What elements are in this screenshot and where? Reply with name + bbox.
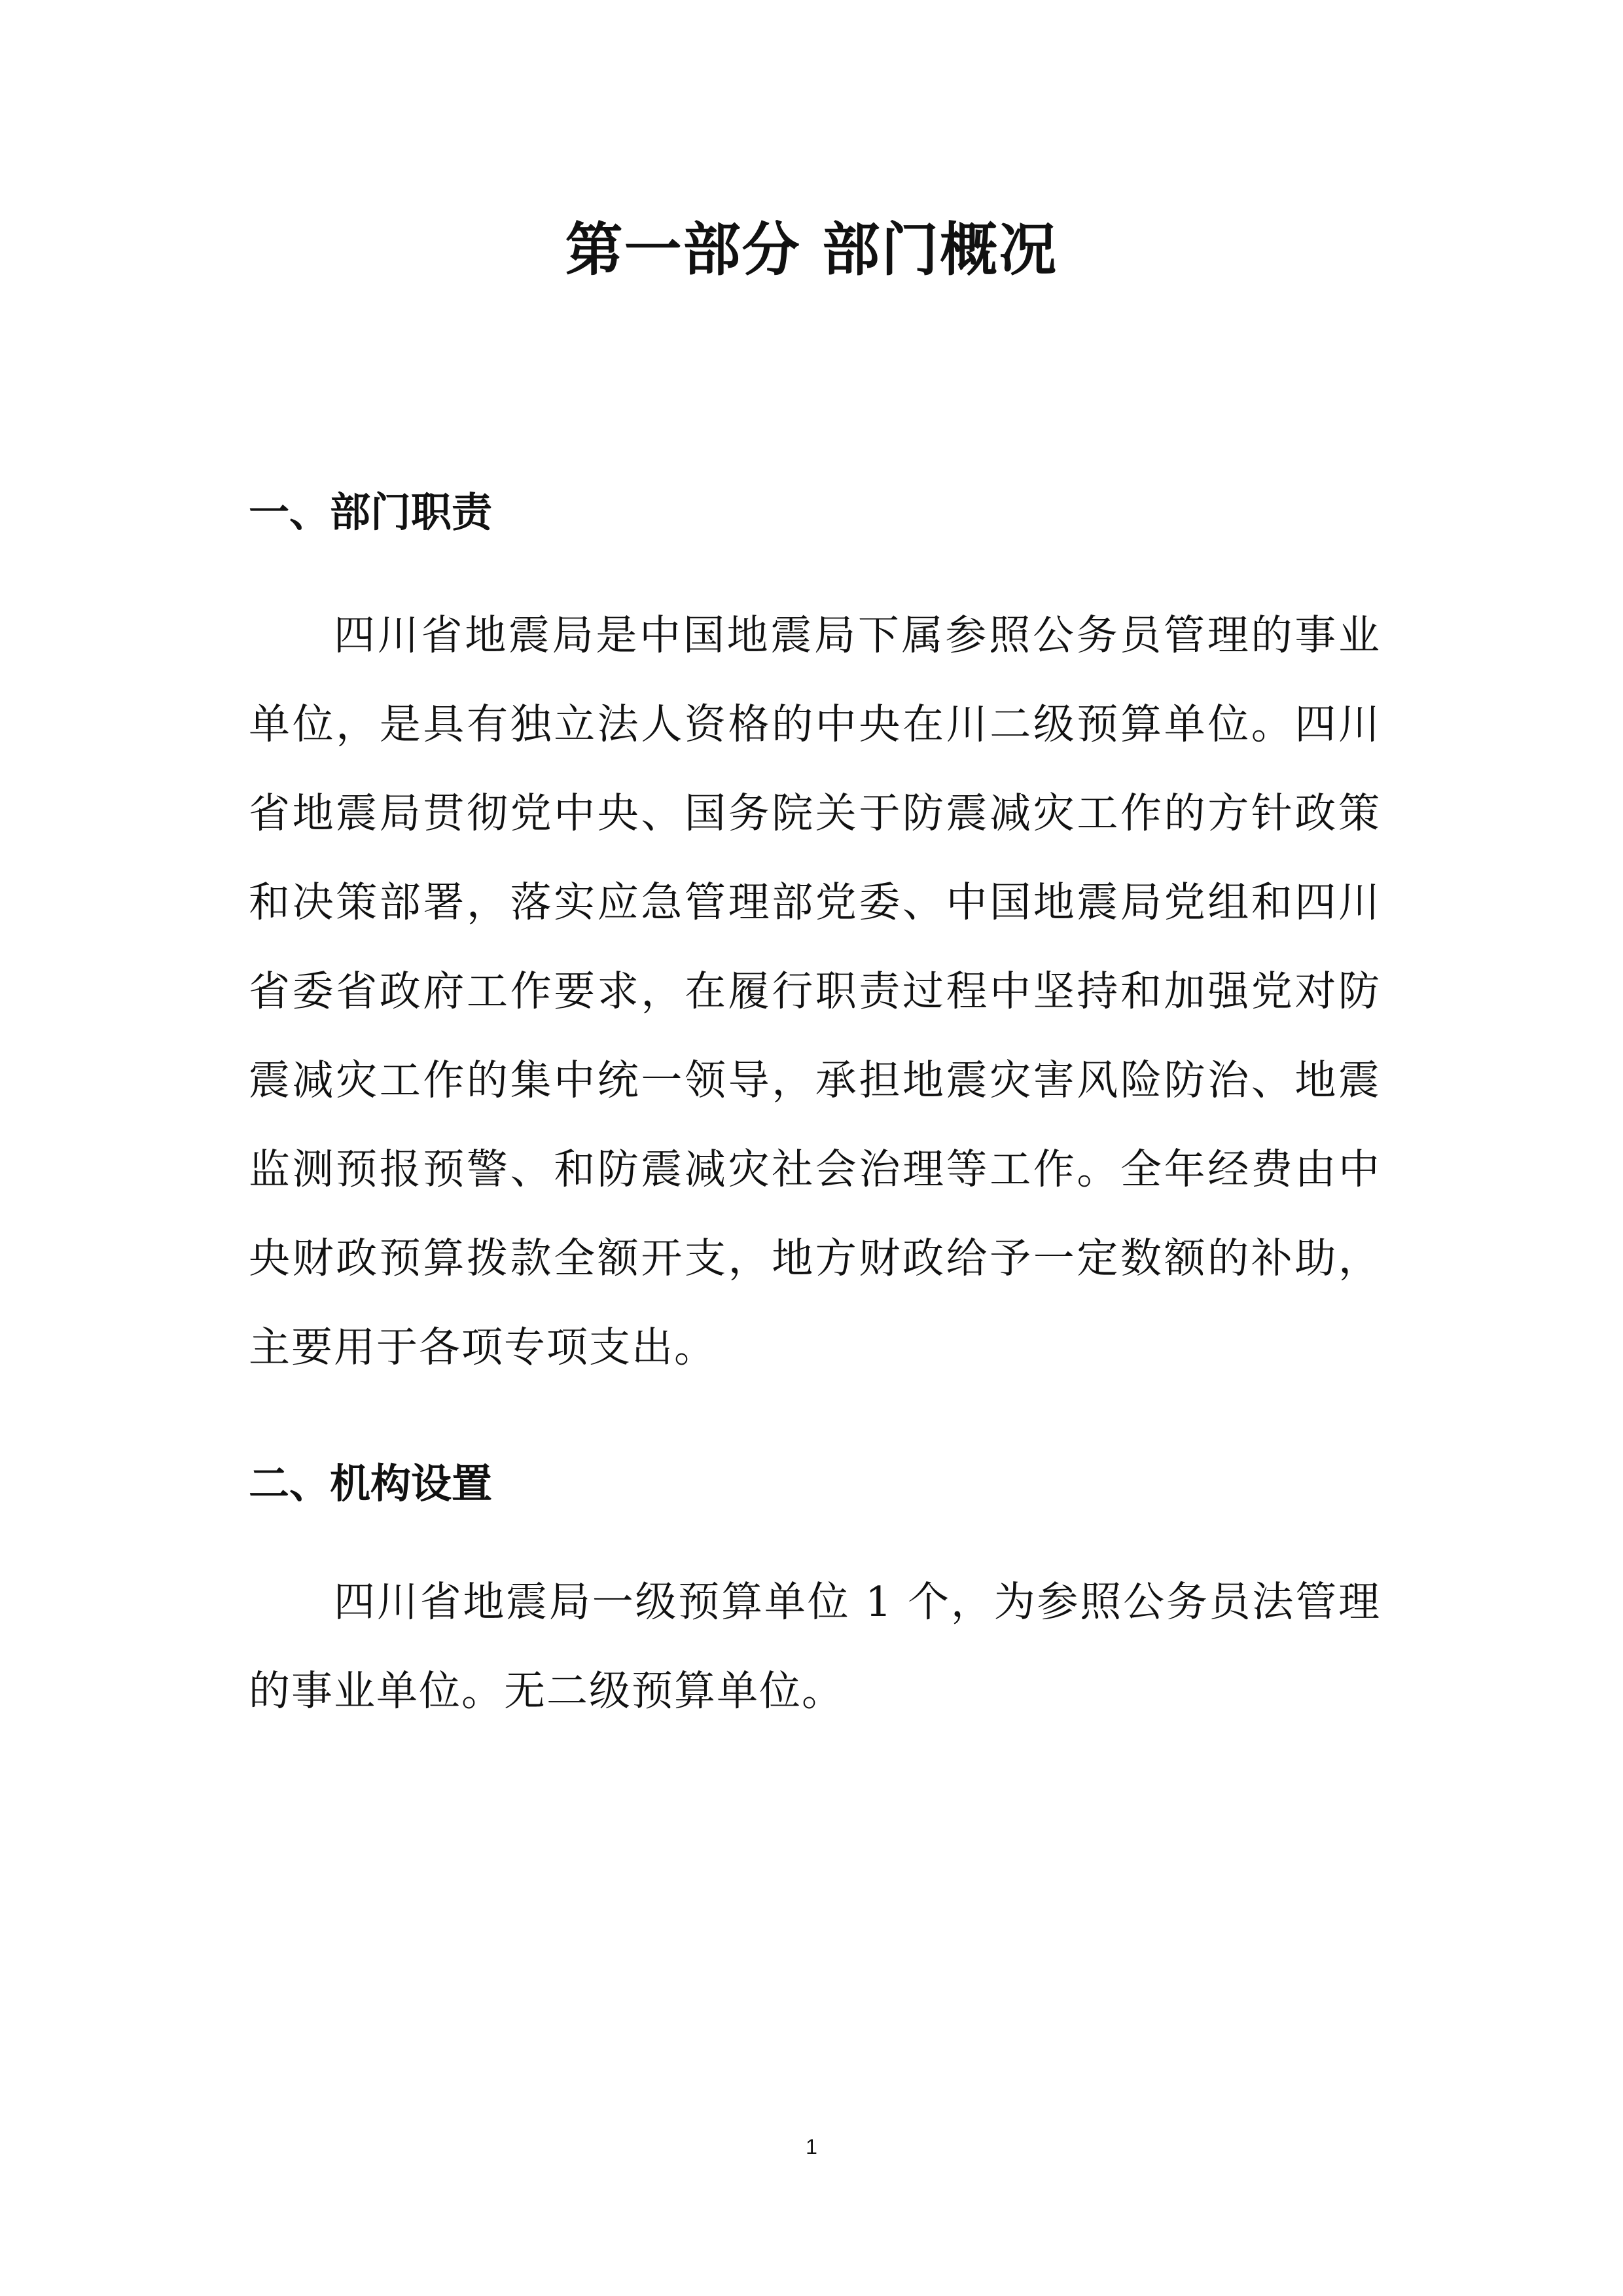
organization-paragraph: 四川省地震局一级预算单位 1 个，为参照公务员法管理的事业单位。无二级预算单位。 xyxy=(249,1578,1381,1715)
section-heading-duties: 一、部门职责 xyxy=(249,488,493,536)
section-heading-organization: 二、机构设置 xyxy=(249,1460,493,1507)
duties-paragraph: 四川省地震局是中国地震局下属参照公务员管理的事业单位，是具有独立法人资格的中央在川二级预算单位。四川省地震局贯彻党中央、国务院关于防震减灾工作的方针政策和决策部署，落实应急管理部党委、中国地震局党组和四川省委省政府工作要求，在履行职责过程中坚持和加强党对防震减灾工作的集中统一领导，承担地震灾害风险防治、地震监测预报预警、和防震减灾社会治理等工作。全年经费由中央财政预算拨款全额开支，地方财政给予一定数额的补助，主要用于各项专项支出。 xyxy=(249,611,1381,1371)
page-title: 第一部分 部门概况 xyxy=(565,216,1058,283)
page-number: 1 xyxy=(806,2135,817,2159)
